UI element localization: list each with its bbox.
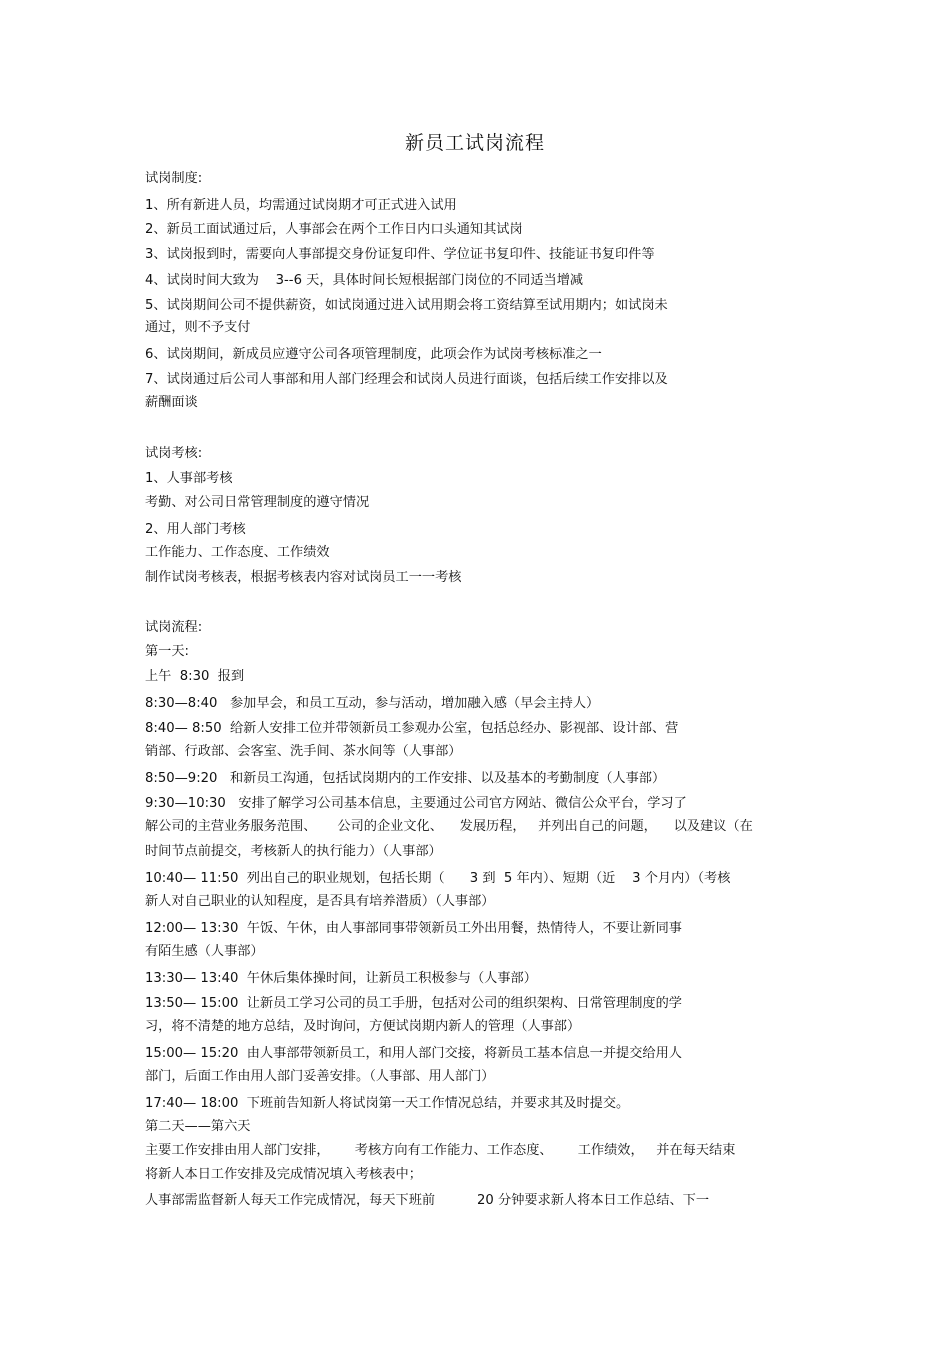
schedule-item-continued: 新人对自己职业的认知程度，是否具有培养潜质）（人事部） xyxy=(145,894,495,909)
rule-item: 7、试岗通过后公司人事部和用人部门经理会和试岗人员进行面谈，包括后续工作安排以及 xyxy=(145,372,668,387)
rule-item: 5、试岗期间公司不提供薪资，如试岗通过进入试用期会将工资结算至试用期内；如试岗未 xyxy=(145,298,668,313)
assessment-item: 1、人事部考核 xyxy=(145,471,233,486)
rule-item: 4、试岗时间大致为 3--6 天，具体时间长短根据部门岗位的不同适当增减 xyxy=(145,273,584,288)
schedule-item: 9:30—10:30 安排了解学习公司基本信息，主要通过公司官方网站、微信公众平台，学习了 xyxy=(145,796,687,811)
schedule-item-continued: 有陌生感（人事部） xyxy=(145,944,264,959)
assessment-detail: 考勤、对公司日常管理制度的遵守情况 xyxy=(145,495,370,510)
section-heading-process: 试岗流程: xyxy=(145,620,203,635)
rule-item: 3、试岗报到时，需要向人事部提交身份证复印件、学位证书复印件、技能证书复印件等 xyxy=(145,247,655,262)
rule-item: 2、新员工面试通过后，人事部会在两个工作日内口头通知其试岗 xyxy=(145,222,523,237)
day-detail: 主要工作安排由用人部门安排， 考核方向有工作能力、工作态度、 工作绩效， 并在每天结束 xyxy=(145,1143,736,1158)
document-title: 新员工试岗流程 xyxy=(404,132,545,154)
assessment-detail: 制作试岗考核表，根据考核表内容对试岗员工一一考核 xyxy=(145,570,462,585)
rule-item: 6、试岗期间，新成员应遵守公司各项管理制度，此项会作为试岗考核标准之一 xyxy=(145,347,602,362)
rule-item-continued: 通过，则不予支付 xyxy=(145,320,251,335)
section-heading-rules: 试岗制度: xyxy=(145,171,203,186)
schedule-item: 12:00— 13:30 午饭、午休，由人事部同事带领新员工外出用餐，热情待人，不要让新同事 xyxy=(145,921,682,936)
schedule-item: 8:40— 8:50 给新人安排工位并带领新员工参观办公室，包括总经办、影视部、设计部、营 xyxy=(145,721,679,736)
rule-item: 1、所有新进人员，均需通过试岗期才可正式进入试用 xyxy=(145,198,457,213)
schedule-item: 15:00— 15:20 由人事部带领新员工，和用人部门交接，将新员工基本信息一并提交给用人 xyxy=(145,1046,682,1061)
schedule-item-continued: 部门，后面工作由用人部门妥善安排。（人事部、用人部门） xyxy=(145,1069,495,1084)
schedule-item-continued: 习，将不清楚的地方总结，及时询问，方便试岗期内新人的管理（人事部） xyxy=(145,1019,581,1034)
schedule-item: 13:30— 13:40 午休后集体操时间，让新员工积极参与（人事部） xyxy=(145,971,537,986)
section-heading-assessment: 试岗考核: xyxy=(145,446,203,461)
schedule-item: 10:40— 11:50 列出自己的职业规划，包括长期（ 3 到 5 年内）、短期（近 3 个月内）（考核 xyxy=(145,871,731,886)
schedule-item: 8:30—8:40 参加早会，和员工互动，参与活动，增加融入感（早会主持人） xyxy=(145,696,600,711)
day-detail: 人事部需监督新人每天工作完成情况，每天下班前 20 分钟要求新人将本日工作总结、下一 xyxy=(145,1193,710,1208)
rule-item-continued: 薪酬面谈 xyxy=(145,395,198,410)
assessment-item: 2、用人部门考核 xyxy=(145,522,246,537)
schedule-item: 17:40— 18:00 下班前告知新人将试岗第一天工作情况总结，并要求其及时提交。 xyxy=(145,1096,630,1111)
assessment-detail: 工作能力、工作态度、工作绩效 xyxy=(145,545,330,560)
schedule-item-continued: 解公司的主营业务服务范围、 公司的企业文化、 发展历程， 并列出自己的问题， 以及建议（在 xyxy=(145,819,753,834)
day-detail-continued: 将新人本日工作安排及完成情况填入考核表中； xyxy=(145,1167,422,1182)
schedule-item-continued: 销部、行政部、会客室、洗手间、茶水间等（人事部） xyxy=(145,744,462,759)
schedule-item: 8:50—9:20 和新员工沟通，包括试岗期内的工作安排、以及基本的考勤制度（人事部） xyxy=(145,771,666,786)
day-heading: 第二天——第六天 xyxy=(145,1119,251,1134)
schedule-item: 13:50— 15:00 让新员工学习公司的员工手册，包括对公司的组织架构、日常管理制度的学 xyxy=(145,996,682,1011)
schedule-item: 上午 8:30 报到 xyxy=(145,669,245,684)
schedule-item-continued: 时间节点前提交，考核新人的执行能力）（人事部） xyxy=(145,844,442,859)
day-heading: 第一天: xyxy=(145,644,190,659)
